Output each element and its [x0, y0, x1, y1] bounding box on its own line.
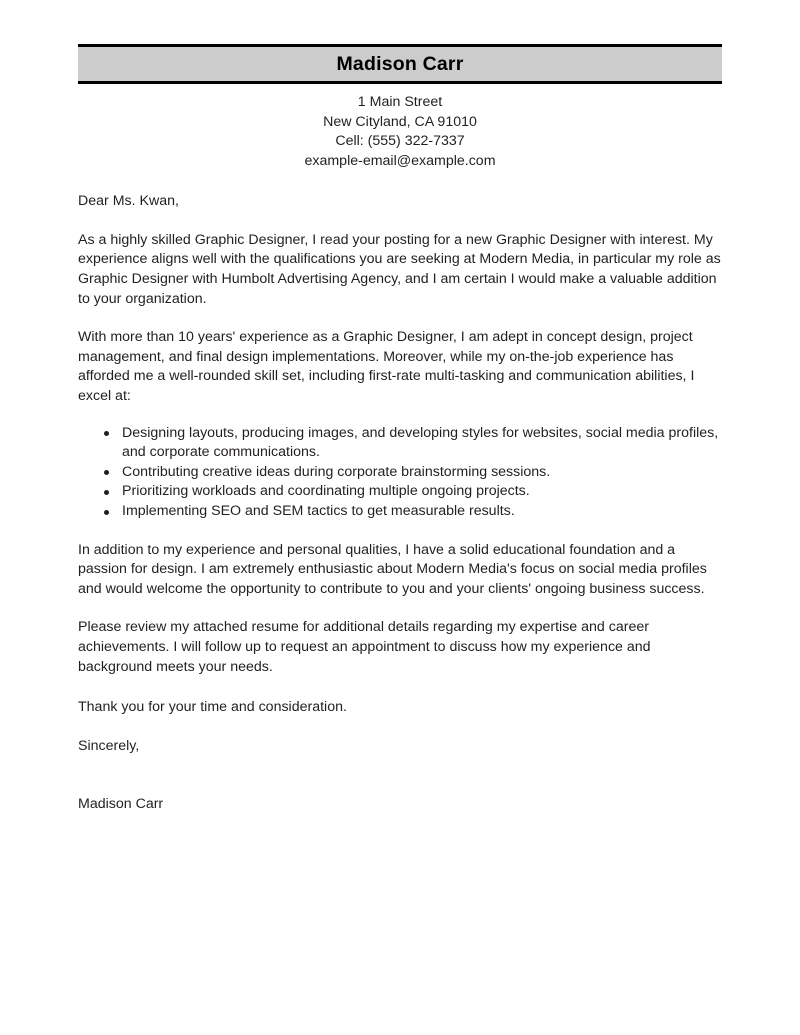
- list-item: [78, 463, 722, 483]
- paragraph-experience: With more than 10 years' experience as a Graphic Designer, I am adept in concept design, project management, and final design implementations. Moreover, while my on-the-job experience has afforded me a well-rounded skill set, including first-rate multi-tasking and communication abilities, I excel at:: [78, 329, 695, 405]
- list-item-label: Prioritizing workloads and coordinating multiple ongoing projects.: [122, 483, 530, 500]
- sign-off: Sincerely,: [78, 737, 140, 754]
- contact-block: [78, 93, 722, 171]
- paragraph-followup: Please review my attached resume for additional details regarding my expertise and career achievements. I will follow up to request an appointment to discuss how my experience and background meets your needs.: [78, 619, 651, 675]
- page-title: Madison Carr: [336, 53, 464, 75]
- salutation: Dear Ms. Kwan,: [78, 193, 179, 210]
- paragraph-intro: As a highly skilled Graphic Designer, I read your posting for a new Graphic Designer with interest. My experience aligns well with the qualifications you are seeking at Modern Media, in particular my role as Graphic Designer with Humbolt Advertising Agency, and I am certain I would make a valuable addition to your organization.: [78, 231, 721, 307]
- list-item: [78, 424, 722, 463]
- closing-thanks: Thank you for your time and consideration.: [78, 699, 347, 716]
- list-item: [78, 482, 722, 502]
- contact-city-state-zip: New Cityland, CA 91010: [323, 113, 477, 130]
- skills-list: [78, 407, 722, 522]
- bullet-icon: [104, 490, 109, 495]
- bullet-icon: [104, 510, 109, 515]
- bullet-icon: [104, 431, 109, 436]
- contact-email: example-email@example.com: [304, 152, 496, 169]
- list-item-label: Designing layouts, producing images, and developing styles for websites, social media profiles, and corporate communications.: [122, 424, 719, 461]
- contact-street: 1 Main Street: [357, 94, 443, 110]
- bullet-icon: [104, 470, 109, 475]
- signature-name: Madison Carr: [78, 796, 164, 813]
- letter-body: [78, 44, 722, 815]
- list-item-label: Contributing creative ideas during corporate brainstorming sessions.: [122, 463, 551, 480]
- list-item: [78, 502, 722, 522]
- letterhead-name-bar: [78, 44, 722, 84]
- contact-phone: Cell: (555) 322-7337: [335, 133, 465, 150]
- paragraph-education: In addition to my experience and personal qualities, I have a solid educational foundation and a passion for design. I am extremely enthusiastic about Modern Media's focus on social media profiles and would welcome the opportunity to contribute to you and your clients' ongoing business success.: [78, 541, 707, 597]
- list-item-label: Implementing SEO and SEM tactics to get measurable results.: [122, 503, 515, 519]
